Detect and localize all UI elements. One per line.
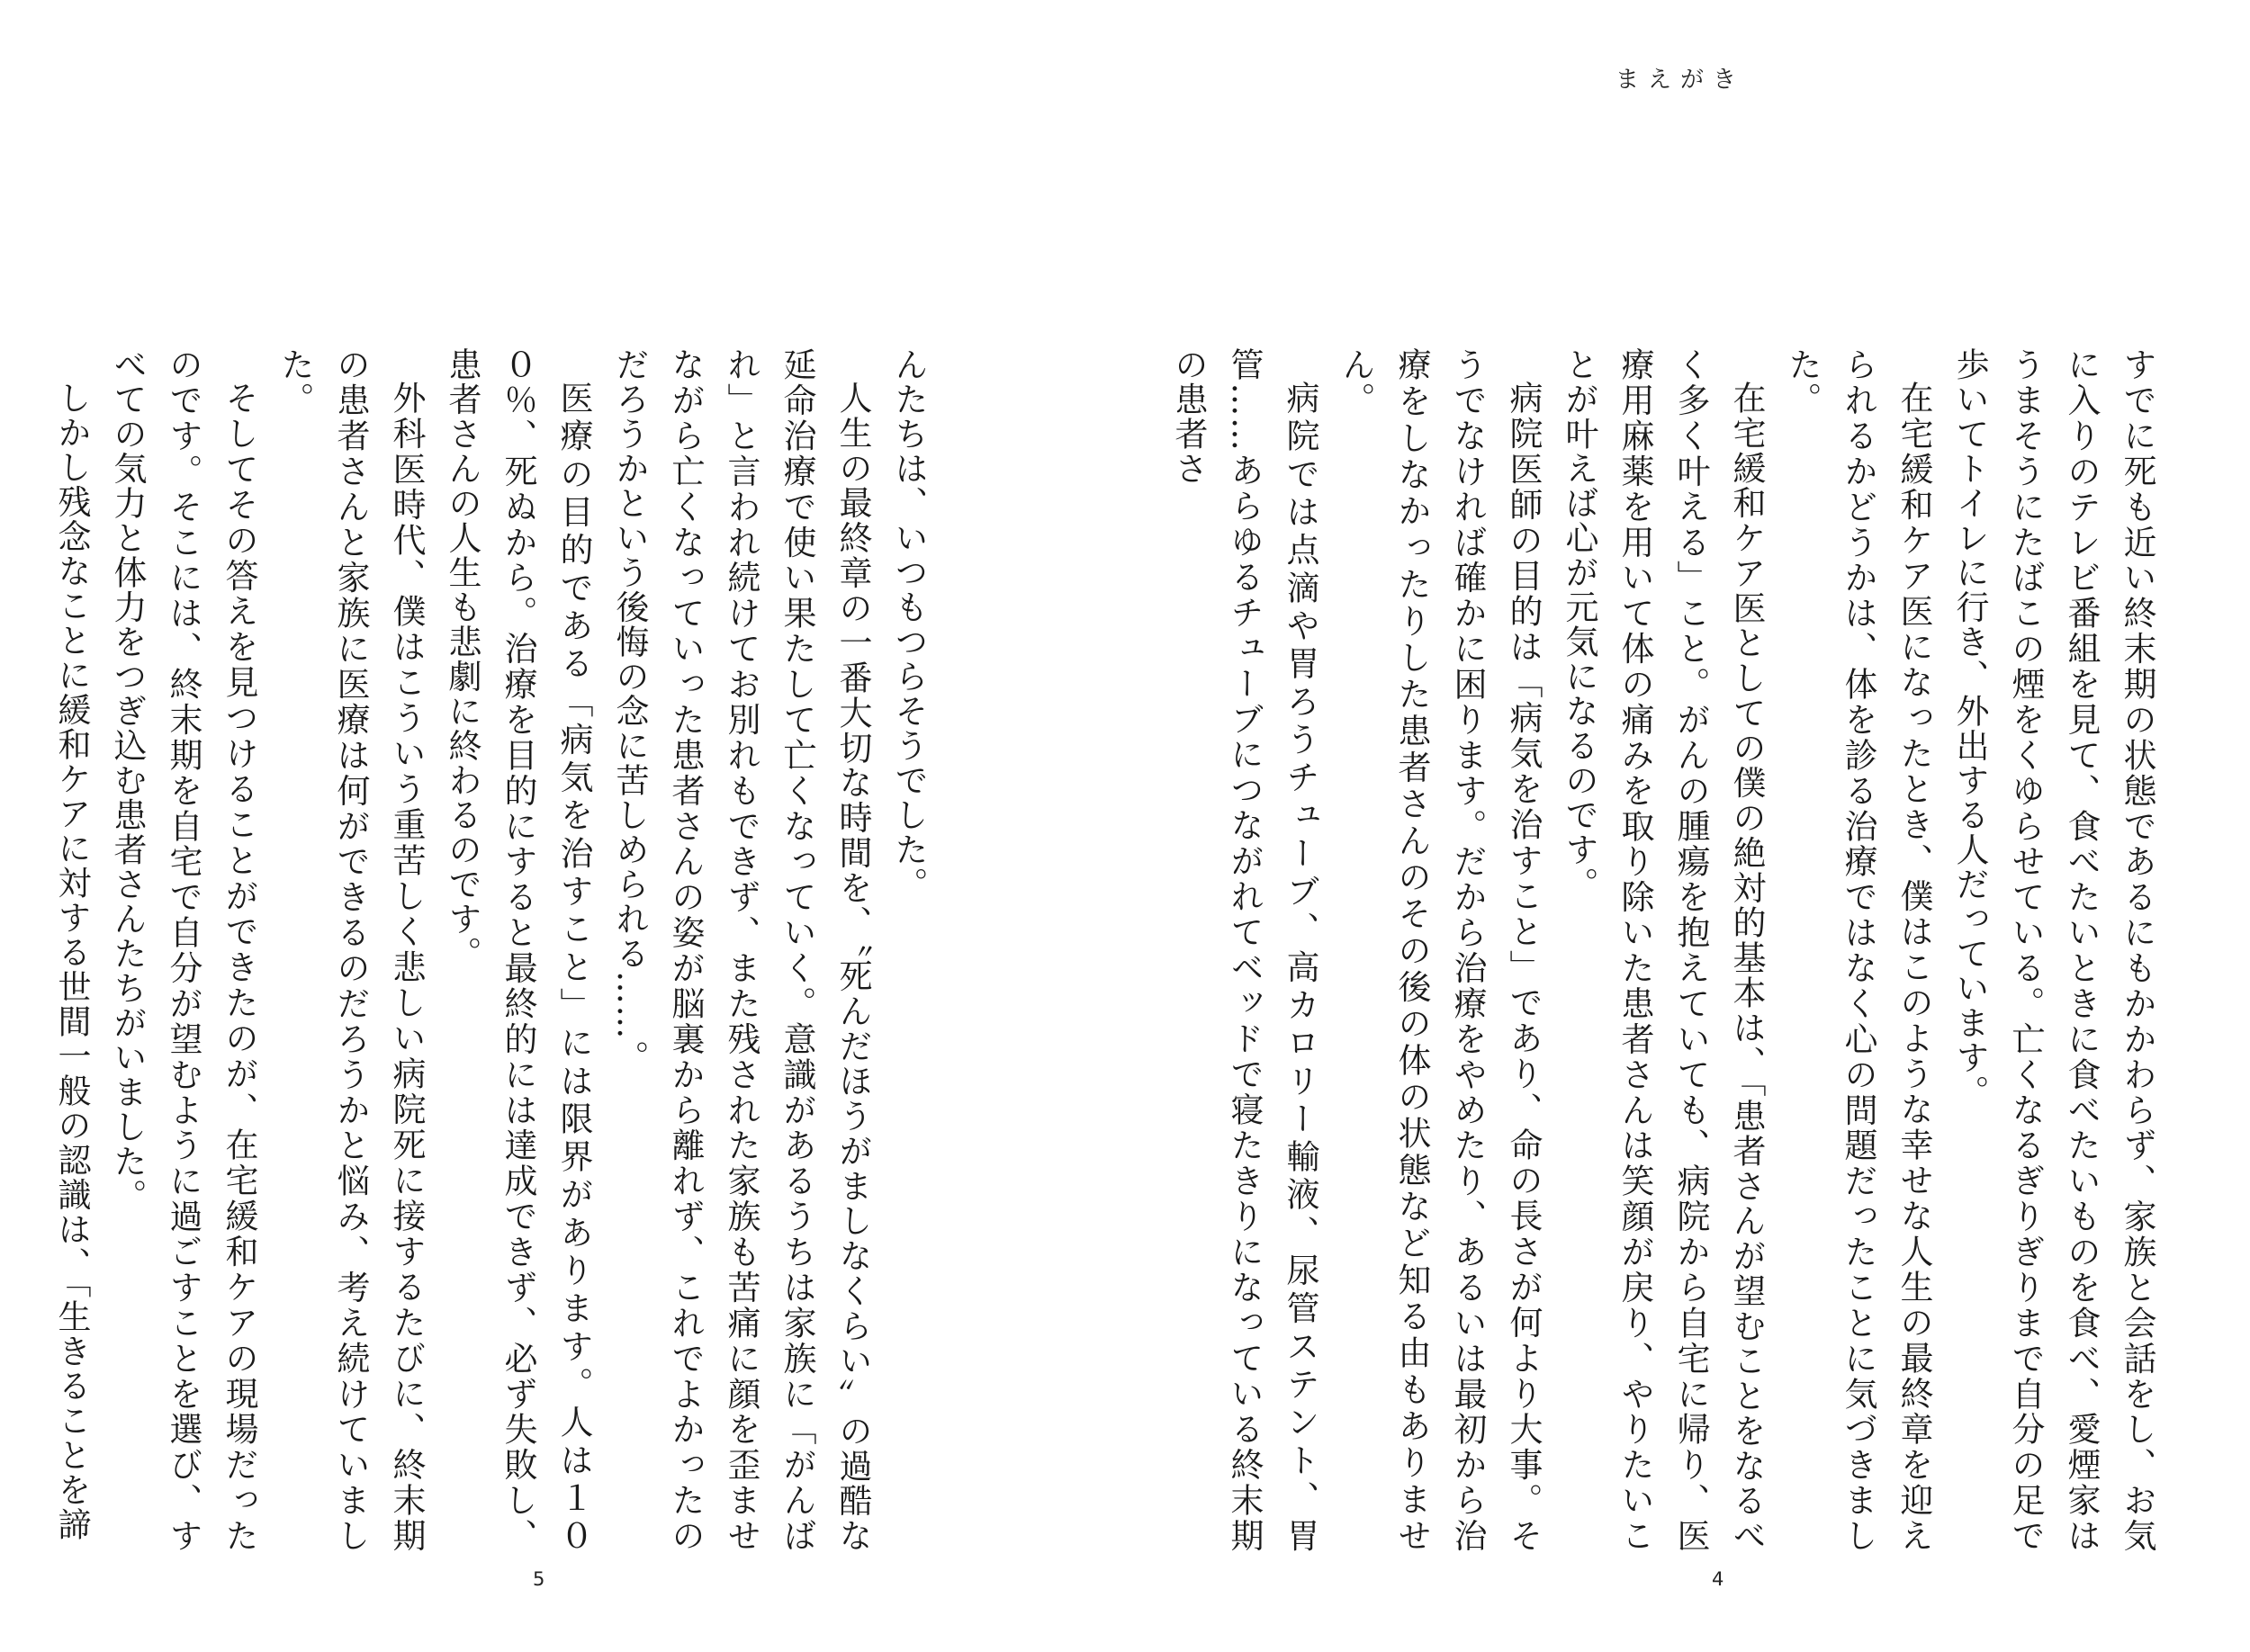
paragraph: 在宅緩和ケア医になったとき、僕はこのような幸せな人生の最終章を迎えられるかどうかは、体を診る治療ではなく心の問題だったことに気づきました。: [1783, 347, 1933, 1554]
page-number: 4: [1712, 1568, 1724, 1590]
paragraph: 病院では点滴や胃ろうチューブ、高カロリー輸液、尿管ステント、胃管……あらゆるチューブにつながれてベッドで寝たきりになっている終末期の患者さ: [1169, 347, 1319, 1553]
paragraph: 病院医師の目的は「病気を治すこと」であり、命の長さが何より大事。そうでなければ確かに困ります。だから治療をやめたり、あるいは最初から治療をしなかったりした患者さんのその後の体の状態など知る由もありません。: [1336, 347, 1543, 1553]
paragraph: すでに死も近い終末期の状態であるにもかかわらず、家族と会話をし、お気に入りのテレビ番組を見て、食べたいときに食べたいものを食べ、愛煙家はうまそうにたばこの煙をくゆらせている。亡くなるぎりぎりまで自分の足で歩いてトイレに行き、外出する人だっています。: [1950, 347, 2156, 1553]
paragraph: 人生の最終章の一番大切な時間を、〝死んだほうがましなくらい〟の過酷な延命治療で使い果たして亡くなっていく。意識があるうちは家族に「がんばれ」と言われ続けてお別れもできず、また残された家族も苦痛に顔を歪ませながら亡くなっていった患者さんの姿が脳裏から離れず、これでよかったのだろうかという後悔の念に苦しめられる……。: [610, 347, 872, 1554]
left-page-body: [0, 347, 936, 1553]
chapter-heading: まえがき: [1616, 67, 1746, 94]
paragraph: 在宅緩和ケア医としての僕の絶対的基本は、「患者さんが望むことをなるべく多く叶える」こと。がんの腫瘍を抱えていても、病院から自宅に帰り、医療用麻薬を用いて体の痛みを取り除いた患者さんは笑顔が戻り、やりたいことが叶えば心が元気になるのです。: [1560, 347, 1766, 1553]
right-page: [1125, 0, 2250, 1652]
paragraph: しかし残念なことに緩和ケアに対する世間一般の認識は、「生きることを諦: [52, 381, 91, 1542]
paragraph: んたちは、いつもつらそうでした。: [889, 347, 928, 902]
paragraph: 医療の目的である「病気を治すこと」には限界があります。人は１００％、死ぬから。治療を目的にすると最終的には達成できず、必ず失敗し、患者さんの人生も悲劇に終わるのです。: [443, 347, 593, 1554]
paragraph: 外科医時代、僕はこういう重苦しく悲しい病院死に接するたびに、終末期の患者さんと家族に医療は何ができるのだろうかと悩み、考え続けていました。: [275, 347, 426, 1553]
page-number: 5: [533, 1568, 545, 1590]
paragraph: そしてその答えを見つけることができたのが、在宅緩和ケアの現場だったのです。そこには、終末期を自宅で自分が望むように過ごすことを選び、すべての気力と体力をつぎ込む患者さんたちがいました。: [108, 347, 258, 1553]
right-page-body: [1169, 347, 2164, 1554]
